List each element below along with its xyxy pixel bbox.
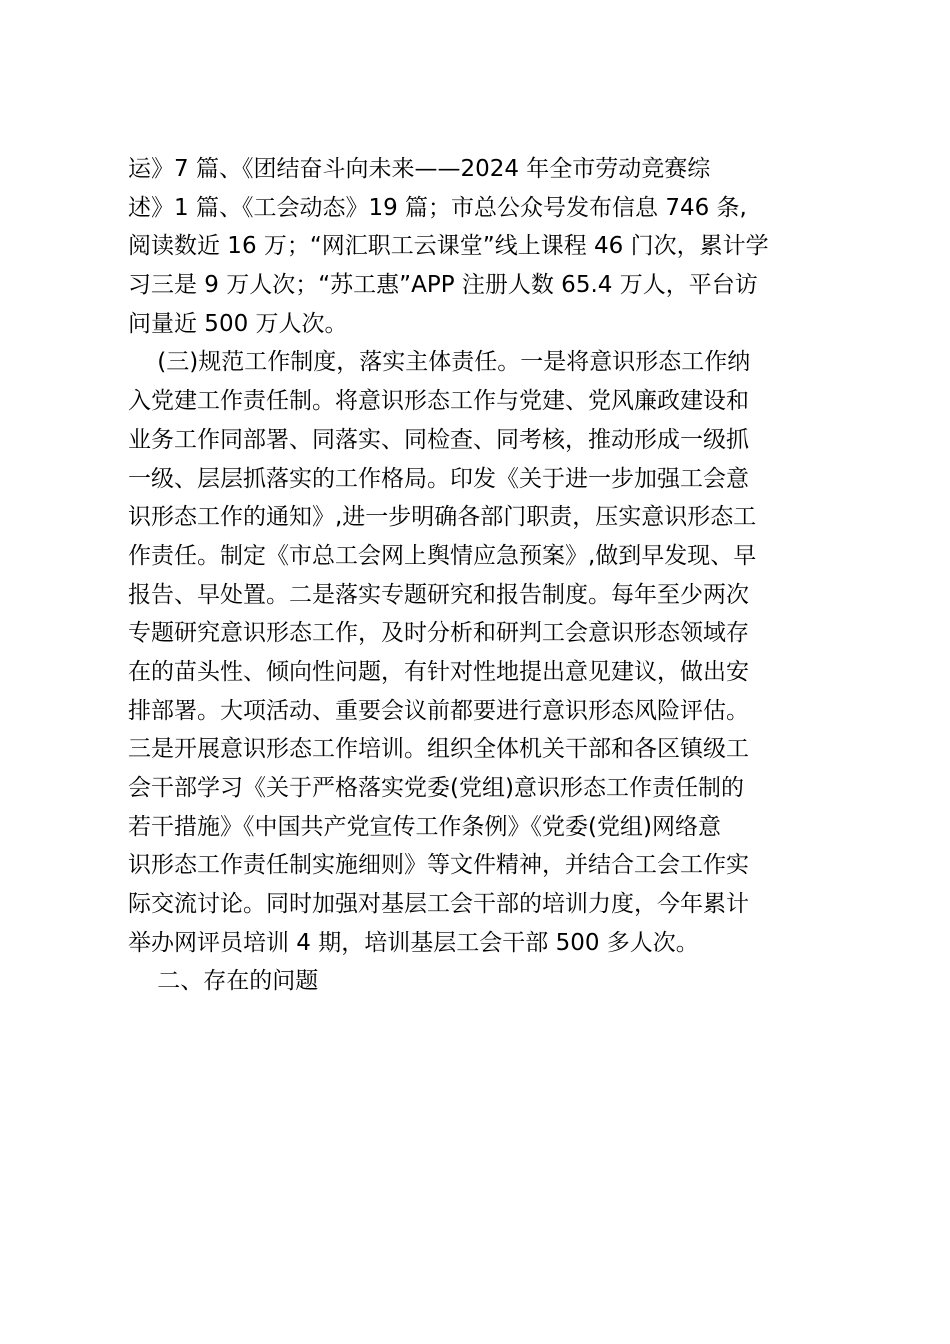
section-heading-line: (三)规范工作制度，落实主体责任。一是将意识形态工作纳 bbox=[128, 349, 751, 376]
text-line: 作责任。制定《市总工会网上舆情应急预案》,做到早发现、早 bbox=[128, 542, 757, 569]
text-line: 问量近 500 万人次。 bbox=[128, 310, 348, 337]
text-line: 际交流讨论。同时加强对基层工会干部的培训力度，今年累计 bbox=[128, 891, 749, 918]
document-body bbox=[128, 150, 830, 1001]
text-line: 阅读数近 16 万；“网汇职工云课堂”线上课程 46 门次，累计学 bbox=[128, 233, 769, 260]
text-line: 会干部学习《关于严格落实党委(党组)意识形态工作责任制的 bbox=[128, 775, 744, 801]
text-line: 专题研究意识形态工作，及时分析和研判工会意识形态领域存 bbox=[128, 620, 749, 647]
text-line: 举办网评员培训 4 期，培训基层工会干部 500 多人次。 bbox=[128, 929, 699, 956]
text-line: 报告、早处置。二是落实专题研究和报告制度。每年至少两次 bbox=[128, 581, 749, 608]
text-line: 识形态工作的通知》,进一步明确各部门职责，压实意识形态工 bbox=[128, 504, 757, 531]
text-line: 排部署。大项活动、重要会议前都要进行意识形态风险评估。 bbox=[128, 697, 749, 724]
text-line: 三是开展意识形态工作培训。组织全体机关干部和各区镇级工 bbox=[128, 736, 749, 763]
text-line: 识形态工作责任制实施细则》等文件精神，并结合工会工作实 bbox=[128, 852, 749, 879]
text-line: 业务工作同部署、同落实、同检查、同考核，推动形成一级抓 bbox=[128, 426, 749, 453]
text-line: 在的苗头性、倾向性问题，有针对性地提出意见建议，做出安 bbox=[128, 658, 749, 685]
text-line: 运》7 篇、《团结奋斗向未来——2024 年全市劳动竞赛综 bbox=[128, 156, 711, 182]
section-heading: 二、存在的问题 bbox=[128, 968, 319, 995]
text-line: 习三是 9 万人次；“苏工惠”APP 注册人数 65.4 万人，平台访 bbox=[128, 272, 758, 299]
text-line: 入党建工作责任制。将意识形态工作与党建、党风廉政建设和 bbox=[128, 388, 749, 415]
text-line: 一级、层层抓落实的工作格局。印发《关于进一步加强工会意 bbox=[128, 465, 749, 492]
text-line: 若干措施》《中国共产党宣传工作条例》《党委(党组)网络意 bbox=[128, 813, 721, 840]
text-line: 述》1 篇、《工会动态》19 篇；市总公众号发布信息 746 条, bbox=[128, 194, 747, 221]
